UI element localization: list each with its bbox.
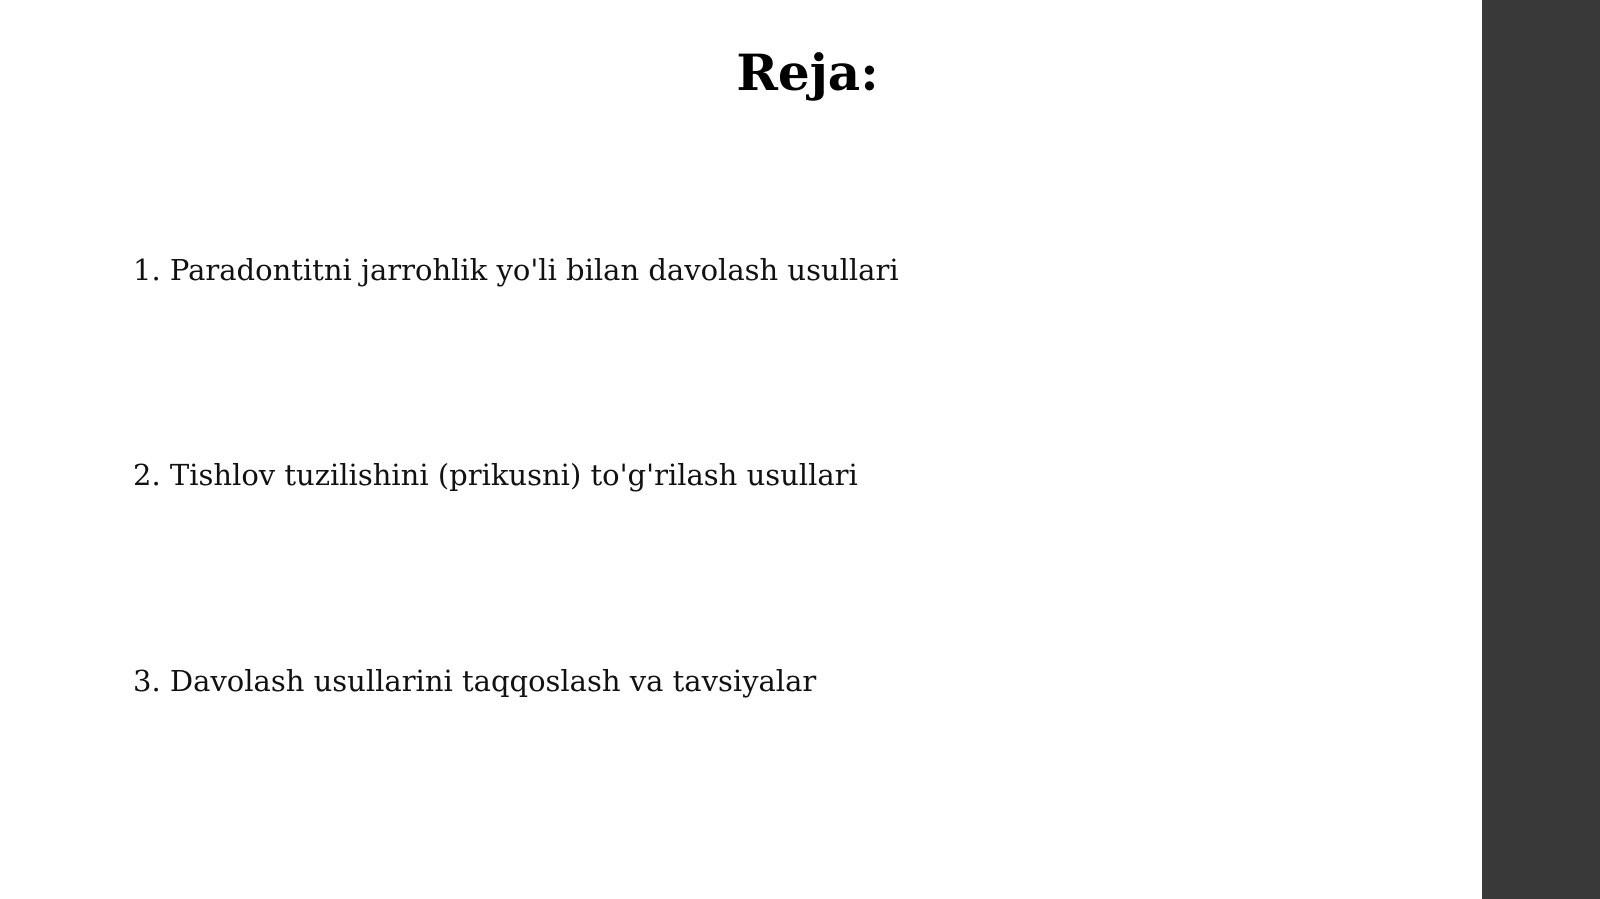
plan-item-1: 1. Paradontitni jarrohlik yo'li bilan davolash usullari	[133, 253, 899, 287]
plan-item-2: 2. Tishlov tuzilishini (prikusni) to'g'rilash usullari	[133, 458, 858, 492]
plan-item-3: 3. Davolash usullarini taqqoslash va tavsiyalar	[133, 664, 817, 698]
side-panel	[1482, 0, 1600, 899]
slide-title: Reja:	[736, 43, 879, 102]
